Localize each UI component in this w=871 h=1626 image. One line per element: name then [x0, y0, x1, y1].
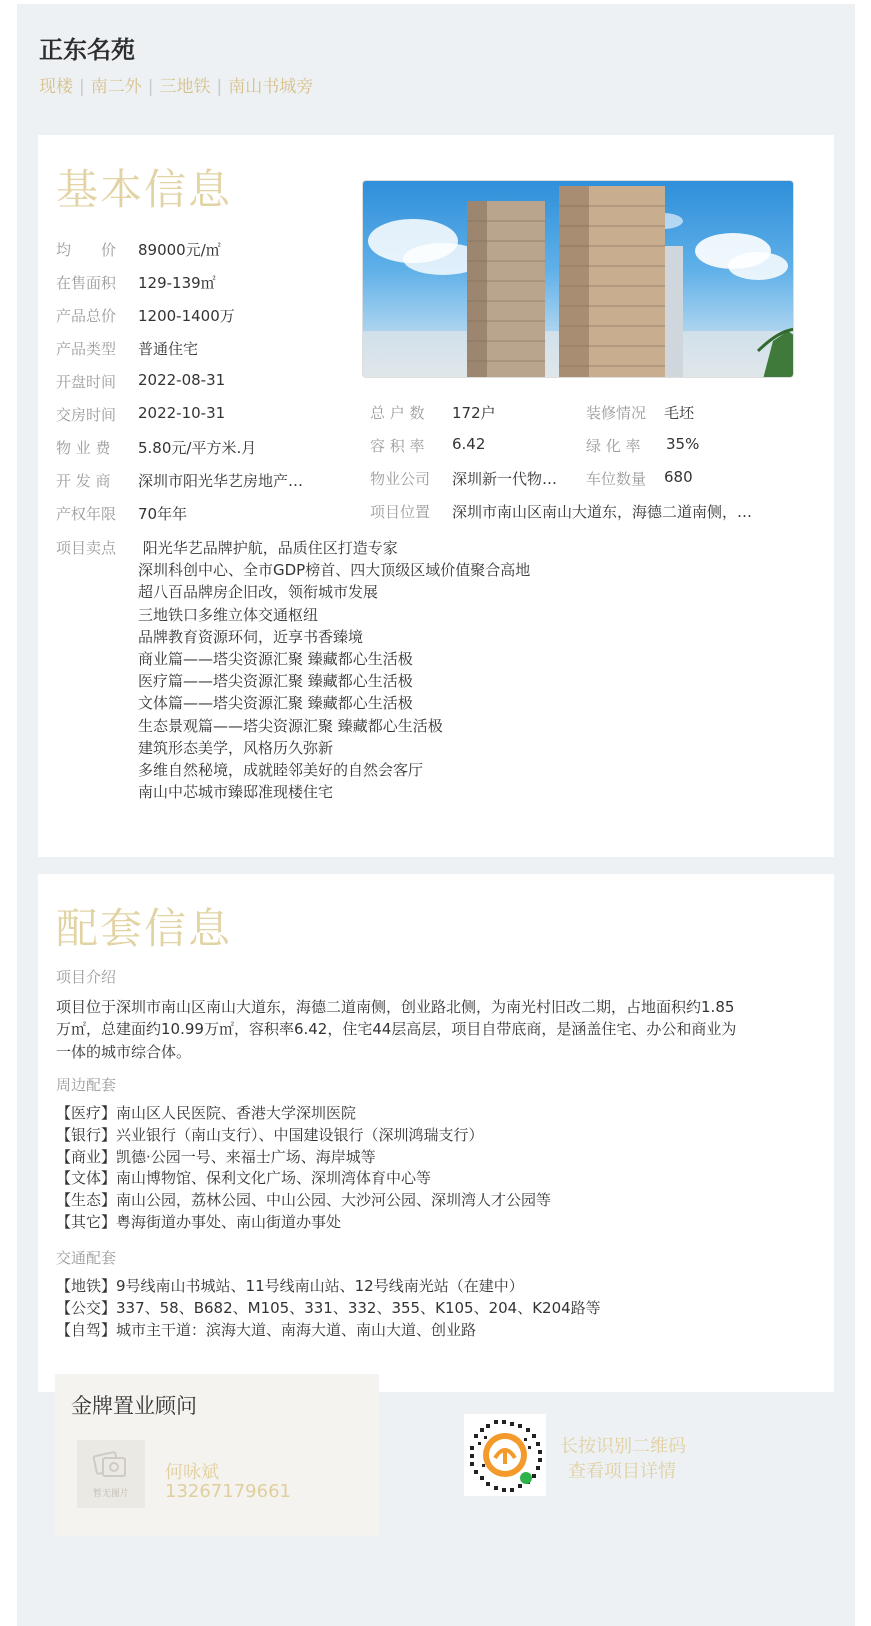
info-value: 2022-08-31: [138, 371, 226, 389]
qr-code-icon: [464, 1414, 546, 1496]
info-row: [56, 239, 221, 260]
tag: 三地铁: [159, 77, 211, 97]
info-label: 装修情况: [586, 404, 647, 422]
info-value: 2022-10-31: [138, 404, 226, 422]
building-image: [363, 181, 794, 378]
info-value: 毛坯: [664, 404, 695, 422]
tag-divider: |: [216, 77, 223, 97]
info-label: 绿 化 率: [586, 437, 641, 455]
selling-point: 商业篇——塔尖资源汇聚 臻藏都心生活极: [138, 650, 413, 669]
traffic-item: 【自驾】城市主干道：滨海大道、南海大道、南山大道、创业路: [56, 1320, 477, 1339]
info-row: [56, 437, 256, 458]
selling-points-list: [138, 537, 530, 803]
info-label: 容 积 率: [370, 437, 425, 455]
basic-info-card: [38, 135, 834, 857]
info-label: 交房时间: [56, 406, 117, 424]
surround-label: 周边配套: [56, 1076, 117, 1094]
traffic-item: 【地铁】9号线南山书城站、11号线南山站、12号线南光站（在建中）: [56, 1277, 524, 1295]
traffic-list: [56, 1276, 601, 1341]
info-label: 开盘时间: [56, 373, 117, 391]
traffic-label: 交通配套: [56, 1249, 117, 1267]
info-row: [56, 470, 303, 491]
section-title-basic: 基本信息: [56, 165, 233, 214]
surround-list: [56, 1103, 551, 1234]
intro-paragraph: [56, 996, 792, 1063]
info-label: 项目位置: [370, 503, 431, 521]
info-row: [56, 371, 225, 392]
info-label: 产权年限: [56, 505, 117, 523]
selling-point: 深圳科创中心、全市GDP榜首、四大顶级区域价值聚合高地: [138, 561, 531, 580]
info-value: 89000元/㎡: [138, 241, 221, 259]
info-row: [586, 402, 694, 423]
project-tags: [39, 72, 313, 97]
tag: 现楼: [39, 77, 73, 97]
section-title-facilities: 配套信息: [56, 904, 233, 953]
surround-item: 【生态】南山公园，荔林公园、中山公园、大沙河公园、深圳湾人才公园等: [56, 1191, 552, 1210]
info-row: [56, 503, 187, 524]
info-value: 深圳市阳光华艺房地产…: [138, 472, 304, 490]
selling-point: 三地铁口多维立体交通枢纽: [138, 605, 319, 624]
surround-item: 【医疗】南山区人民医院、香港大学深圳医院: [56, 1104, 357, 1122]
info-label: 总 户 数: [370, 404, 425, 422]
tag-divider: |: [147, 77, 154, 97]
info-label: 物业公司: [370, 470, 431, 488]
project-title: 正东名苑: [39, 36, 135, 64]
intro-line: 项目位于深圳市南山区南山大道东，海德二道南侧，创业路北侧，为南光村旧改二期，占地面积约1.85: [56, 998, 735, 1016]
consultant-phone[interactable]: 13267179661: [165, 1481, 291, 1502]
info-label: 产品总价: [56, 307, 117, 325]
location-value: 深圳市南山区南山大道东，海德二道南侧，…: [452, 503, 753, 521]
info-value: 70年年: [138, 505, 188, 523]
tag-divider: |: [79, 77, 85, 97]
info-value: 普通住宅: [138, 340, 199, 358]
surround-item: 【其它】粤海街道办事处、南山街道办事处: [56, 1212, 342, 1231]
info-label: 开 发 商: [56, 472, 111, 490]
info-row: [586, 468, 693, 489]
selling-point: 品牌教育资源环伺，近享书香臻境: [138, 627, 364, 646]
consultant-name: 何咏斌: [165, 1462, 219, 1483]
info-row: [586, 435, 699, 456]
project-photo[interactable]: [362, 180, 794, 378]
selling-point: 阳光华艺品牌护航，品质住区打造专家: [138, 539, 398, 557]
info-value: 1200-1400万: [138, 307, 235, 325]
facilities-card: [38, 874, 834, 1392]
info-value: 35%: [666, 435, 700, 453]
info-label: 车位数量: [586, 470, 647, 488]
info-row: [56, 272, 216, 293]
info-row: [370, 468, 557, 489]
selling-point: 文体篇——塔尖资源汇聚 臻藏都心生活极: [138, 694, 413, 713]
selling-point: 建筑形态美学，风格历久弥新: [138, 738, 334, 757]
info-value: 680: [664, 468, 693, 486]
avatar-caption: 暂无图片: [92, 1489, 129, 1499]
avatar: [77, 1440, 145, 1508]
surround-item: 【商业】凯德·公园一号、来福士广场、海岸城等: [56, 1147, 376, 1166]
location-row: [370, 501, 752, 522]
info-value: 深圳新一代物…: [452, 470, 558, 488]
info-label: 在售面积: [56, 274, 117, 292]
qr-hint-line1: 长按识别二维码: [560, 1436, 686, 1457]
info-label: 均 价: [56, 241, 117, 259]
info-row: [370, 402, 496, 423]
info-row: [56, 338, 198, 359]
intro-line: 万㎡，总建面约10.99万㎡，容积率6.42，住宅44层高层，项目自带底商，是涵盖住宅、办公和商业为: [56, 1020, 737, 1039]
info-value: 6.42: [452, 435, 486, 453]
traffic-item: 【公交】337、58、B682、M105、331、332、355、K105、204、K204路等: [56, 1298, 601, 1317]
intro-label: 项目介绍: [56, 968, 117, 986]
info-label: 物 业 费: [56, 439, 111, 457]
consultant-card[interactable]: [55, 1374, 379, 1536]
info-row: [56, 305, 235, 326]
selling-points-label: 项目卖点: [56, 539, 117, 557]
info-value: 172户: [452, 404, 496, 422]
surround-item: 【文体】南山博物馆、保利文化广场、深圳湾体育中心等: [56, 1169, 432, 1188]
selling-point: 南山中芯城市臻邸准现楼住宅: [138, 783, 334, 802]
info-row: [56, 404, 225, 425]
info-value: 129-139㎡: [138, 274, 216, 292]
selling-point: 超八百品牌房企旧改，领衔城市发展: [138, 583, 379, 602]
selling-point: 医疗篇——塔尖资源汇聚 臻藏都心生活极: [138, 672, 413, 691]
tag: 南二外: [90, 77, 142, 97]
intro-line: 一体的城市综合体。: [56, 1042, 192, 1061]
tag: 南山书城旁: [228, 77, 314, 97]
surround-item: 【银行】兴业银行（南山支行）、中国建设银行（深圳鸿瑞支行）: [56, 1125, 484, 1144]
info-label: 产品类型: [56, 340, 117, 358]
qr-hint-line2: 查看项目详情: [568, 1461, 676, 1482]
qr-code[interactable]: [464, 1414, 546, 1496]
selling-point: 多维自然秘境，成就睦邻美好的自然会客厅: [138, 761, 424, 780]
info-value: 5.80元/平方米.月: [138, 439, 257, 457]
info-row: [370, 435, 485, 456]
consultant-title: 金牌置业顾问: [71, 1394, 197, 1418]
selling-point: 生态景观篇——塔尖资源汇聚 臻藏都心生活极: [138, 716, 443, 735]
